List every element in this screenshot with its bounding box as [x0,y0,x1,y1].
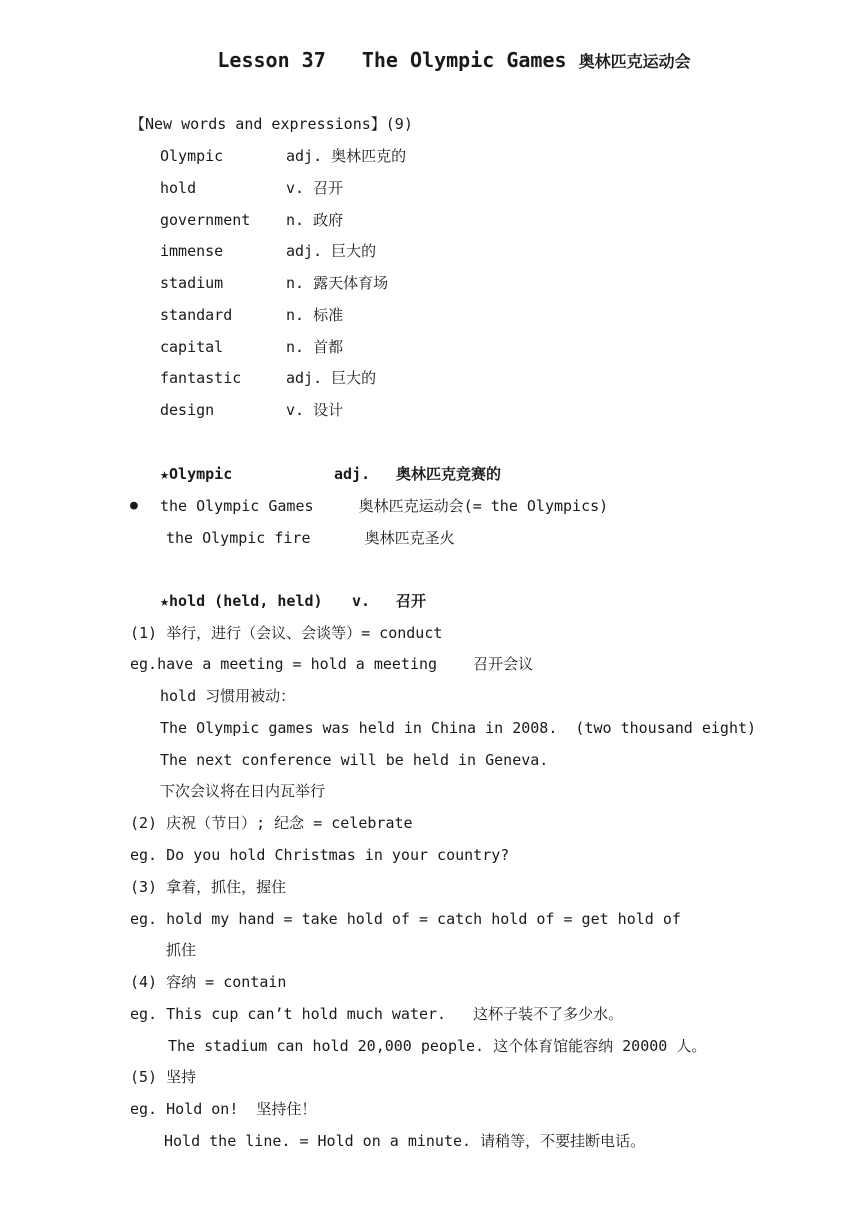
title-text: Lesson 37 The Olympic Games [217,48,567,72]
example-line: The Olympic games was held in China in 2008. (two thousand eight) [160,719,757,737]
sense-heading: (5) 坚持 [130,1068,197,1086]
vocab-word: fantastic [160,369,242,387]
vocab-word: government [160,211,251,229]
entry-chinese-meaning: 召开 [396,592,427,610]
vocab-word: immense [160,242,224,260]
entry-headword: ★hold (held, held) [160,592,323,610]
page-title [0,46,860,76]
vocab-word: hold [160,179,197,197]
phrase-line: the Olympic Games 奥林匹克运动会(= the Olympics) [160,497,609,515]
note-line: hold 习惯用被动： [160,687,296,705]
vocab-definition: v. 设计 [286,401,344,419]
example-line: The next conference will be held in Geneva. [160,751,549,769]
vocab-word: standard [160,306,233,324]
vocab-word: design [160,401,215,419]
example-line: eg. hold my hand = take hold of = catch hold of = get hold of [130,910,681,928]
example-line: Hold the line. = Hold on a minute. 请稍等，不要挂断电话。 [164,1132,646,1150]
title-chinese: 奥林匹克运动会 [578,52,691,71]
vocab-definition: adj. 巨大的 [286,242,377,260]
vocab-definition: n. 政府 [286,211,344,229]
sense-heading: (1) 举行，进行（会议、会谈等）= conduct [130,624,443,642]
entry-chinese-meaning: 奥林匹克竞赛的 [396,465,502,483]
bullet-icon: ● [130,498,138,513]
vocab-word: Olympic [160,147,224,165]
sense-heading: (4) 容纳 = contain [130,973,287,991]
entry-headword: ★Olympic [160,465,233,483]
example-line: eg. This cup can’t hold much water. 这杯子装不了多少水。 [130,1005,624,1023]
example-line: eg. Do you hold Christmas in your country? [130,846,510,864]
vocab-word: capital [160,338,224,356]
vocab-definition: n. 首都 [286,338,344,356]
vocab-definition: adj. 奥林匹克的 [286,147,407,165]
vocab-definition: adj. 巨大的 [286,369,377,387]
sense-heading: (3) 拿着，抓住，握住 [130,878,287,896]
example-line: eg. Hold on! 坚持住！ [130,1100,317,1118]
entry-part-of-speech: v. [352,592,371,610]
example-line: The stadium can hold 20,000 people. 这个体育馆能容纳 20000 人。 [168,1037,707,1055]
translation-line: 下次会议将在日内瓦举行 [160,782,326,800]
example-line: eg.have a meeting = hold a meeting 召开会议 [130,655,534,673]
translation-line: 抓住 [166,941,197,959]
phrase-line: the Olympic fire 奥林匹克圣火 [166,529,455,547]
vocab-header: 【New words and expressions】(9) [130,115,413,133]
vocab-definition: n. 标准 [286,306,344,324]
vocab-definition: n. 露天体育场 [286,274,389,292]
vocab-definition: v. 召开 [286,179,344,197]
entry-part-of-speech: adj. [334,465,371,483]
vocab-word: stadium [160,274,224,292]
sense-heading: (2) 庆祝（节日）; 纪念 = celebrate [130,814,413,832]
